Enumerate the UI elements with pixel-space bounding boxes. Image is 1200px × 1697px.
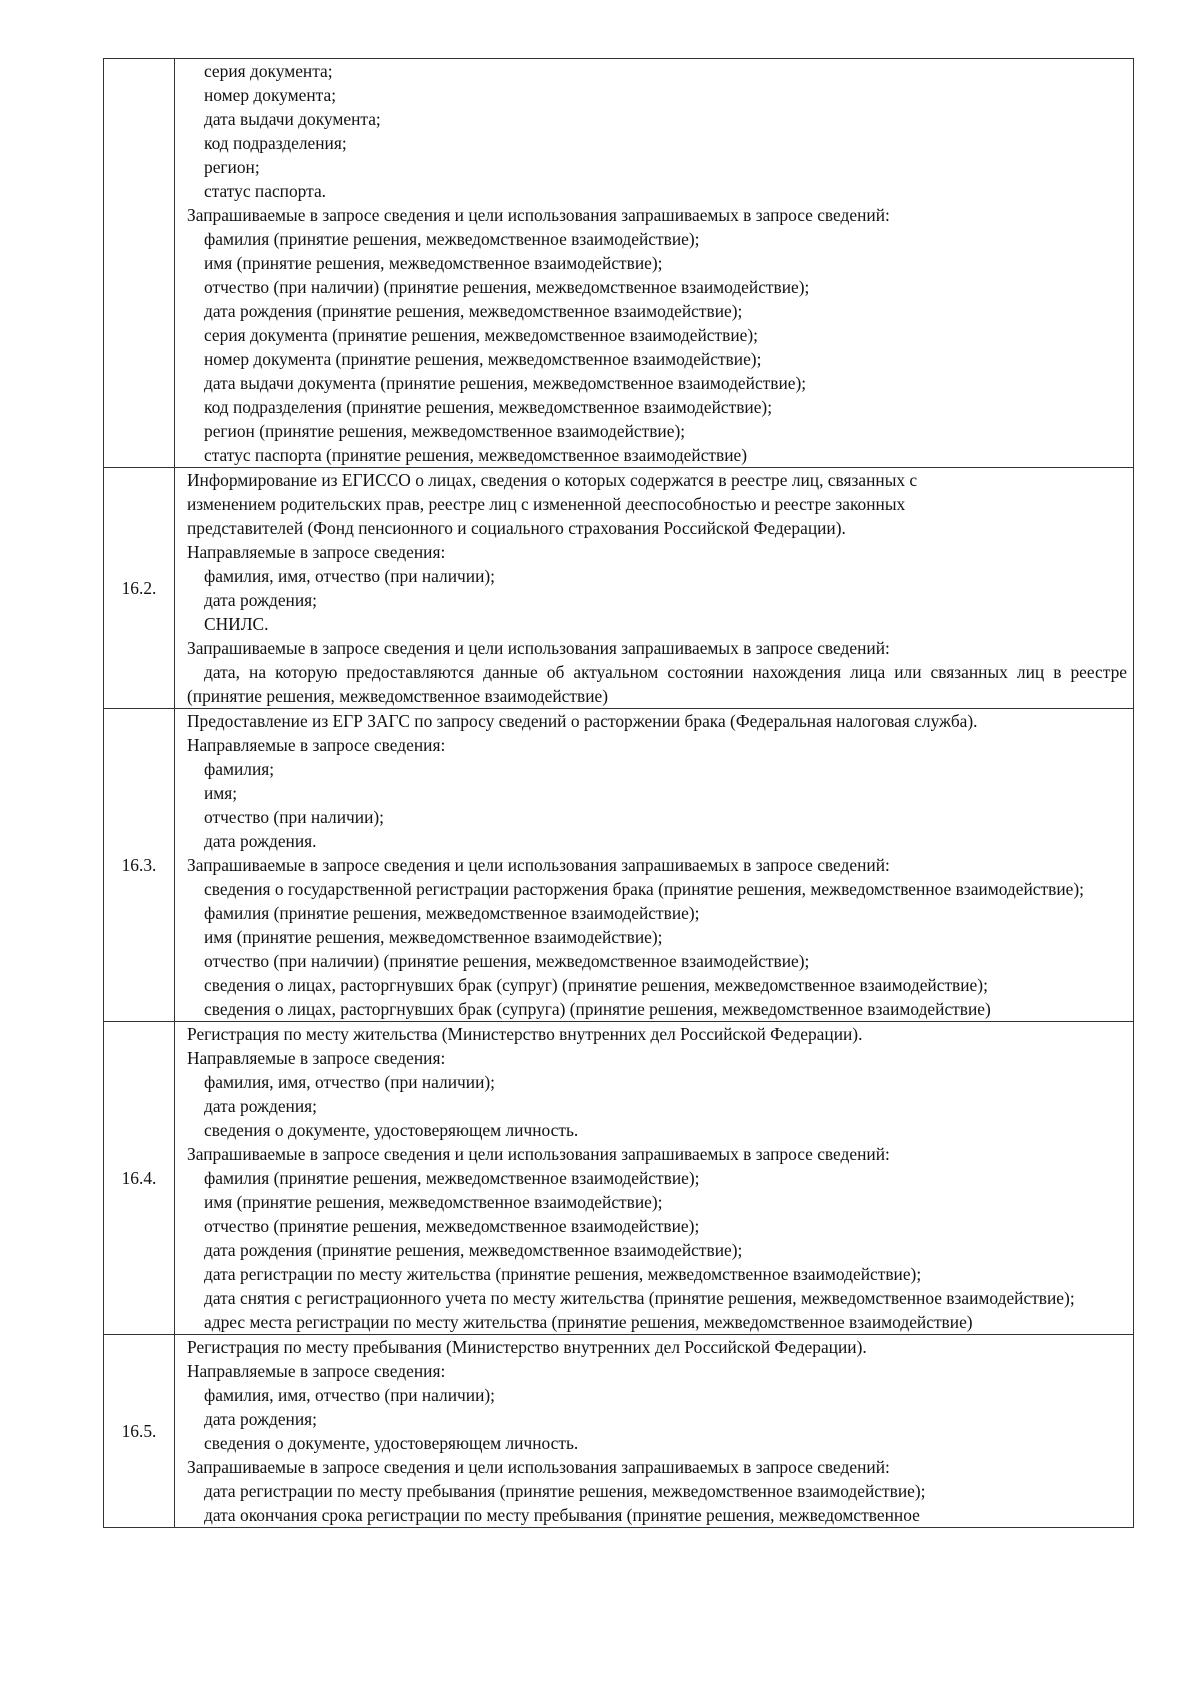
text-line: адрес места регистрации по месту жительства (принятие решения, межведомственное взаимодействие)	[204, 1312, 973, 1332]
text-line: отчество (принятие решения, межведомственное взаимодействие);	[204, 1216, 700, 1236]
text-line: дата рождения;	[204, 590, 317, 610]
table-row	[104, 1022, 1134, 1335]
text-line: дата окончания срока регистрации по месту пребывания (принятие решения, межведомственное	[204, 1505, 920, 1525]
text-line: СНИЛС.	[204, 614, 269, 634]
text-line: Регистрация по месту жительства (Министерство внутренних дел Российской Федерации).	[187, 1024, 863, 1044]
table-row	[104, 709, 1134, 1022]
text-line: сведения о документе, удостоверяющем личность.	[204, 1120, 579, 1140]
text-line: дата рождения (принятие решения, межведомственное взаимодействие);	[204, 301, 743, 321]
text-line: дата, на которую предоставляются данные об актуальном состоянии нахождения лица или связанных лиц в реестре (принятие решения, межведомственное взаимодействие)	[187, 662, 1127, 706]
row-number: 16.4.	[121, 1168, 157, 1188]
row-content-cell	[175, 468, 1134, 709]
text-line: Запрашиваемые в запросе сведения и цели использования запрашиваемых в запросе сведений:	[187, 205, 890, 225]
text-line: отчество (при наличии) (принятие решения, межведомственное взаимодействие);	[204, 951, 810, 971]
text-line: имя (принятие решения, межведомственное взаимодействие);	[204, 927, 663, 947]
text-line: фамилия (принятие решения, межведомственное взаимодействие);	[204, 903, 700, 923]
row-content-cell	[175, 1335, 1134, 1528]
text-line: дата снятия с регистрационного учета по месту жительства (принятие решения, межведомственное взаимодействие);	[204, 1288, 1075, 1308]
text-line: Запрашиваемые в запросе сведения и цели использования запрашиваемых в запросе сведений:	[187, 1457, 890, 1477]
text-line: код подразделения (принятие решения, межведомственное взаимодействие);	[204, 397, 773, 417]
table-row	[104, 59, 1134, 468]
text-line: Направляемые в запросе сведения:	[187, 1048, 446, 1068]
text-line: Направляемые в запросе сведения:	[187, 542, 446, 562]
table-row	[104, 468, 1134, 709]
row-number-cell	[104, 1022, 175, 1335]
text-line: серия документа;	[204, 61, 333, 81]
text-line: Запрашиваемые в запросе сведения и цели использования запрашиваемых в запросе сведений:	[187, 638, 890, 658]
document-table-body	[104, 59, 1134, 1528]
text-line: сведения о государственной регистрации расторжения брака (принятие решения, межведомственное взаимодействие);	[204, 879, 1084, 899]
text-line: дата регистрации по месту пребывания (принятие решения, межведомственное взаимодействие);	[204, 1481, 926, 1501]
text-line: код подразделения;	[204, 133, 347, 153]
text-line: фамилия;	[204, 759, 275, 779]
text-line: номер документа;	[204, 85, 337, 105]
row-number: 16.3.	[121, 855, 157, 875]
text-line: представителей (Фонд пенсионного и социального страхования Российской Федерации).	[187, 518, 846, 538]
text-line: дата выдачи документа (принятие решения, межведомственное взаимодействие);	[204, 373, 807, 393]
text-line: изменением родительских прав, реестре лиц с измененной дееспособностью и реестре законных	[187, 494, 906, 514]
text-line: Направляемые в запросе сведения:	[187, 735, 446, 755]
table-row	[104, 1335, 1134, 1528]
text-line: статус паспорта.	[204, 181, 327, 201]
text-line: сведения о лицах, расторгнувших брак (супруга) (принятие решения, межведомственное взаимодействие)	[204, 999, 991, 1019]
row-content-cell	[175, 1022, 1134, 1335]
text-line: фамилия, имя, отчество (при наличии);	[204, 1072, 495, 1092]
document-table	[103, 58, 1134, 1528]
text-line: имя (принятие решения, межведомственное взаимодействие);	[204, 253, 663, 273]
row-content-cell	[175, 709, 1134, 1022]
text-line: регион (принятие решения, межведомственное взаимодействие);	[204, 421, 686, 441]
text-line: имя (принятие решения, межведомственное взаимодействие);	[204, 1192, 663, 1212]
text-line: дата рождения (принятие решения, межведомственное взаимодействие);	[204, 1240, 743, 1260]
text-line: дата рождения;	[204, 1096, 317, 1116]
text-line: сведения о лицах, расторгнувших брак (супруг) (принятие решения, межведомственное взаимодействие);	[204, 975, 988, 995]
text-line: фамилия, имя, отчество (при наличии);	[204, 566, 495, 586]
text-line: отчество (при наличии) (принятие решения, межведомственное взаимодействие);	[204, 277, 810, 297]
row-content-cell	[175, 59, 1134, 468]
text-line: дата рождения.	[204, 831, 317, 851]
text-line: дата регистрации по месту жительства (принятие решения, межведомственное взаимодействие);	[204, 1264, 922, 1284]
text-line: номер документа (принятие решения, межведомственное взаимодействие);	[204, 349, 762, 369]
text-line: фамилия (принятие решения, межведомственное взаимодействие);	[204, 1168, 700, 1188]
text-line: дата выдачи документа;	[204, 109, 381, 129]
text-line: статус паспорта (принятие решения, межведомственное взаимодействие)	[204, 445, 748, 465]
row-number-cell	[104, 59, 175, 468]
text-line: имя;	[204, 783, 238, 803]
text-line: сведения о документе, удостоверяющем личность.	[204, 1433, 579, 1453]
row-number: 16.2.	[121, 578, 157, 598]
row-number-cell	[104, 468, 175, 709]
row-number: 16.5.	[121, 1421, 157, 1441]
text-line: Запрашиваемые в запросе сведения и цели использования запрашиваемых в запросе сведений:	[187, 855, 890, 875]
text-line: серия документа (принятие решения, межведомственное взаимодействие);	[204, 325, 758, 345]
text-line: Предоставление из ЕГР ЗАГС по запросу сведений о расторжении брака (Федеральная налоговая служба).	[187, 711, 978, 731]
text-line: дата рождения;	[204, 1409, 317, 1429]
text-line: Запрашиваемые в запросе сведения и цели использования запрашиваемых в запросе сведений:	[187, 1144, 890, 1164]
text-line: Информирование из ЕГИССО о лицах, сведения о которых содержатся в реестре лиц, связанных с	[187, 470, 918, 490]
text-line: фамилия (принятие решения, межведомственное взаимодействие);	[204, 229, 700, 249]
text-line: отчество (при наличии);	[204, 807, 385, 827]
row-number-cell	[104, 1335, 175, 1528]
text-line: Направляемые в запросе сведения:	[187, 1361, 446, 1381]
text-line: регион;	[204, 157, 260, 177]
text-line: фамилия, имя, отчество (при наличии);	[204, 1385, 495, 1405]
row-number-cell	[104, 709, 175, 1022]
text-line: Регистрация по месту пребывания (Министерство внутренних дел Российской Федерации).	[187, 1337, 867, 1357]
